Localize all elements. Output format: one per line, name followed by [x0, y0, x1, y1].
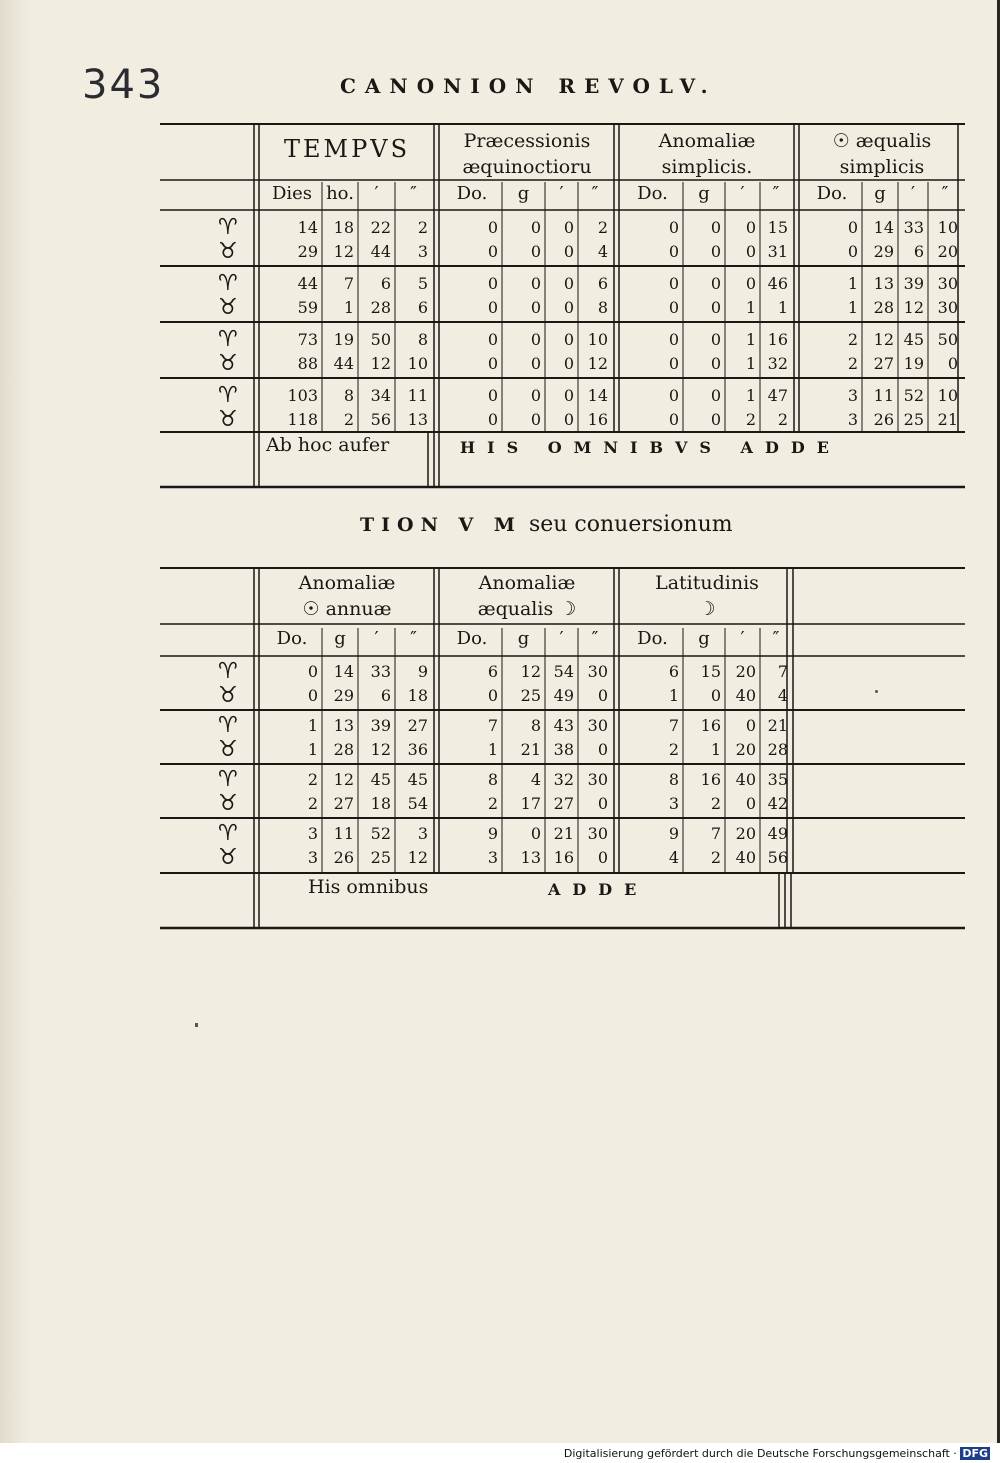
table-cell: 0	[530, 218, 541, 237]
table-cell: 42	[767, 794, 788, 813]
middle-caption-text: seu conuersionum	[528, 512, 733, 537]
table-cell: 0	[710, 242, 721, 261]
subcolumn-header: ″	[410, 183, 417, 204]
subcolumn-header: g	[334, 628, 346, 649]
table-cell: 1	[710, 740, 721, 759]
ink-speck	[875, 690, 878, 693]
table-cell: 1	[847, 274, 858, 293]
table-cell: 1	[668, 686, 679, 705]
table-cell: 32	[767, 354, 788, 373]
table-cell: 15	[700, 662, 721, 681]
table-cell: 0	[710, 218, 721, 237]
table-cell: 35	[767, 770, 788, 789]
table-cell: 49	[767, 824, 788, 843]
subcolumn-header: ho.	[326, 183, 354, 204]
table-cell: 118	[287, 410, 318, 429]
subcolumn-header: g	[698, 183, 710, 204]
digitization-credit	[564, 1447, 990, 1460]
table-cell: 0	[563, 274, 574, 293]
table-cell: 0	[668, 242, 679, 261]
table-cell: 6	[417, 298, 428, 317]
table-cell: 36	[407, 740, 428, 759]
subcolumn-header: ′	[740, 183, 745, 204]
table-cell: 0	[530, 298, 541, 317]
aries-symbol: ♈	[218, 383, 238, 408]
table-cell: 56	[370, 410, 391, 429]
table-cell: 8	[417, 330, 428, 349]
subcolumn-header: Do.	[276, 628, 308, 649]
table-cell: 0	[563, 218, 574, 237]
table-cell: 4	[530, 770, 541, 789]
table-cell: 2	[710, 848, 721, 867]
table-cell: 20	[735, 662, 756, 681]
table-cell: 21	[767, 716, 788, 735]
table-cell: 59	[297, 298, 318, 317]
table-cell: 11	[333, 824, 354, 843]
table-cell: 20	[735, 740, 756, 759]
table-cell: 0	[487, 386, 498, 405]
table-cell: 1	[745, 298, 756, 317]
table-cell: 40	[735, 770, 756, 789]
table-cell: 6	[380, 686, 391, 705]
table-cell: 0	[487, 354, 498, 373]
table-cell: 3	[307, 824, 318, 843]
dfg-logo: DFG	[962, 1447, 988, 1460]
table-cell: 0	[563, 330, 574, 349]
subcolumn-header: Do.	[637, 183, 668, 204]
table-cell: 29	[297, 242, 318, 261]
table-cell: 8	[343, 386, 354, 405]
table-cell: 0	[530, 410, 541, 429]
table-cell: 27	[873, 354, 894, 373]
column-header: Anomaliæ	[478, 572, 576, 594]
table-cell: 9	[487, 824, 498, 843]
table-cell: 11	[407, 386, 428, 405]
table-cell: 103	[287, 386, 318, 405]
table-cell: 30	[587, 770, 608, 789]
table-cell: 39	[903, 274, 924, 293]
table-cell: 3	[487, 848, 498, 867]
table-cell: 56	[767, 848, 788, 867]
table-cell: 33	[370, 662, 391, 681]
table-cell: 12	[873, 330, 894, 349]
aries-symbol: ♈	[218, 327, 238, 352]
table-cell: 0	[710, 686, 721, 705]
table-cell: 27	[553, 794, 574, 813]
table-cell: 3	[668, 794, 679, 813]
table-cell: 6	[913, 242, 924, 261]
table-cell: 17	[520, 794, 541, 813]
subcolumn-header: ′	[910, 183, 916, 204]
table-cell: 2	[307, 770, 318, 789]
table-cell: 3	[417, 824, 428, 843]
subcolumn-header: ′	[374, 628, 379, 649]
table-cell: 6	[487, 662, 498, 681]
subcolumn-header: g	[517, 183, 530, 204]
table-cell: 6	[597, 274, 608, 293]
table-cell: 49	[553, 686, 574, 705]
folio-number: 343	[82, 62, 165, 108]
table-cell: 50	[937, 330, 958, 349]
table-cell: 0	[745, 716, 756, 735]
table-cell: 33	[903, 218, 924, 237]
table-cell: 30	[587, 716, 608, 735]
table-cell: 25	[370, 848, 391, 867]
subcolumn-header: ″	[591, 628, 599, 649]
table-cell: 5	[417, 274, 428, 293]
table-cell: 0	[530, 330, 541, 349]
table-cell: 0	[710, 410, 721, 429]
table-cell: 16	[587, 410, 608, 429]
table-cell: 52	[903, 386, 924, 405]
table-cell: 6	[668, 662, 679, 681]
table-cell: 45	[407, 770, 428, 789]
table-cell: 10	[937, 386, 958, 405]
table-cell: 16	[700, 770, 721, 789]
table-cell: 12	[407, 848, 428, 867]
column-header: ☽	[698, 598, 716, 620]
subcolumn-header: Do.	[816, 183, 848, 204]
table-cell: 0	[487, 274, 498, 293]
table-cell: 1	[745, 330, 756, 349]
taurus-symbol: ♉	[218, 683, 238, 708]
table-cell: 1	[307, 740, 318, 759]
column-header: Præcessionis	[463, 130, 591, 152]
table-cell: 0	[487, 218, 498, 237]
table-cell: 2	[343, 410, 354, 429]
table-cell: 0	[307, 686, 318, 705]
table-cell: 9	[668, 824, 679, 843]
column-header: Anomaliæ	[658, 130, 756, 152]
table-cell: 0	[597, 794, 608, 813]
table-cell: 7	[343, 274, 354, 293]
table-cell: 0	[710, 274, 721, 293]
table-cell: 3	[417, 242, 428, 261]
table-cell: 2	[710, 794, 721, 813]
table-cell: 12	[333, 770, 354, 789]
table-cell: 45	[370, 770, 391, 789]
table-cell: 9	[417, 662, 428, 681]
table-cell: 16	[767, 330, 788, 349]
table-cell: 54	[553, 662, 574, 681]
table-cell: 2	[597, 218, 608, 237]
column-header: Anomaliæ	[298, 572, 396, 594]
table-cell: 0	[745, 218, 756, 237]
table-cell: 1	[777, 298, 788, 317]
table-cell: 0	[847, 242, 858, 261]
table-cell: 8	[668, 770, 679, 789]
table-cell: 0	[668, 354, 679, 373]
column-header: simplicis	[839, 156, 925, 178]
table-cell: 29	[333, 686, 354, 705]
table-cell: 11	[873, 386, 894, 405]
table-cell: 28	[370, 298, 391, 317]
table-cell: 25	[903, 410, 924, 429]
table-cell: 13	[520, 848, 541, 867]
table-cell: 3	[307, 848, 318, 867]
column-header: æqualis ☽	[477, 598, 577, 620]
aries-symbol: ♈	[218, 767, 238, 792]
table-cell: 44	[370, 242, 391, 261]
credit-text: Digitalisierung gefördert durch die Deutsche Forschungsgemeinschaft ·	[563, 1447, 957, 1460]
table-cell: 18	[333, 218, 354, 237]
aries-symbol: ♈	[218, 659, 238, 684]
table-cell: 0	[597, 740, 608, 759]
subcolumn-header: ′	[559, 628, 564, 649]
table-cell: 88	[297, 354, 318, 373]
taurus-symbol: ♉	[218, 407, 238, 432]
table-cell: 28	[767, 740, 788, 759]
table-cell: 29	[873, 242, 894, 261]
table-cell: 30	[937, 298, 958, 317]
footer-left-text: Ab hoc aufer	[266, 434, 390, 456]
subcolumn-header: Do.	[456, 628, 488, 649]
table-cell: 0	[530, 354, 541, 373]
aries-symbol: ♈	[218, 215, 238, 240]
taurus-symbol: ♉	[218, 791, 238, 816]
table-cell: 73	[297, 330, 318, 349]
table-cell: 8	[487, 770, 498, 789]
table-cell: 25	[520, 686, 541, 705]
table-cell: 47	[767, 386, 788, 405]
subcolumn-header: g	[517, 628, 530, 649]
table-cell: 0	[668, 274, 679, 293]
table-cell: 0	[307, 662, 318, 681]
aries-symbol: ♈	[218, 821, 238, 846]
subcolumn-header: ″	[772, 183, 780, 204]
table-cell: 0	[530, 274, 541, 293]
table-cell: 12	[520, 662, 541, 681]
table-cell: 0	[847, 218, 858, 237]
table-cell: 14	[873, 218, 894, 237]
table-cell: 0	[745, 242, 756, 261]
table-cell: 1	[847, 298, 858, 317]
aries-symbol: ♈	[218, 271, 238, 296]
subcolumn-header: ″	[772, 628, 780, 649]
table-cell: 15	[767, 218, 788, 237]
subcolumn-header: ′	[559, 183, 564, 204]
table-cell: 0	[668, 298, 679, 317]
subcolumn-header: Do.	[456, 183, 488, 204]
table-cell: 3	[847, 410, 858, 429]
table-cell: 46	[767, 274, 788, 293]
table-cell: 4	[777, 686, 788, 705]
table-cell: 20	[735, 824, 756, 843]
taurus-symbol: ♉	[218, 845, 238, 870]
table-cell: 21	[937, 410, 958, 429]
table-cell: 54	[407, 794, 428, 813]
table-cell: 31	[767, 242, 788, 261]
table-cell: 0	[563, 410, 574, 429]
column-header: æquinoctioru	[462, 156, 592, 178]
table-cell: 7	[668, 716, 679, 735]
table-cell: 0	[487, 298, 498, 317]
table-cell: 8	[530, 716, 541, 735]
table-cell: 19	[333, 330, 354, 349]
table-cell: 13	[407, 410, 428, 429]
table-cell: 7	[710, 824, 721, 843]
table-cell: 40	[735, 686, 756, 705]
table-cell: 2	[847, 354, 858, 373]
table-cell: 0	[487, 330, 498, 349]
table-cell: 8	[597, 298, 608, 317]
table-cell: 0	[668, 410, 679, 429]
table-cell: 12	[903, 298, 924, 317]
footer-right-text: ADDE	[548, 880, 649, 899]
table-cell: 3	[847, 386, 858, 405]
table-cell: 0	[710, 354, 721, 373]
table-cell: 4	[597, 242, 608, 261]
table-cell: 40	[735, 848, 756, 867]
subcolumn-header: ″	[591, 183, 599, 204]
running-head: CANONION REVOLV.	[340, 74, 717, 98]
subcolumn-header: ″	[941, 183, 949, 204]
table-cell: 52	[370, 824, 391, 843]
table-cell: 21	[553, 824, 574, 843]
table-cell: 16	[553, 848, 574, 867]
taurus-symbol: ♉	[218, 295, 238, 320]
subcolumn-header: g	[874, 183, 886, 204]
table-cell: 20	[937, 242, 958, 261]
table-cell: 14	[297, 218, 318, 237]
table-cell: 6	[380, 274, 391, 293]
column-header: ☉ æqualis	[832, 130, 932, 152]
table-cell: 0	[530, 242, 541, 261]
table-cell: 2	[668, 740, 679, 759]
table-cell: 26	[333, 848, 354, 867]
table-cell: 18	[407, 686, 428, 705]
table-cell: 0	[745, 274, 756, 293]
table-cell: 0	[668, 330, 679, 349]
table-cell: 13	[873, 274, 894, 293]
table-cell: 12	[370, 740, 391, 759]
table-cell: 12	[587, 354, 608, 373]
table-cell: 22	[370, 218, 391, 237]
table-cell: 2	[777, 410, 788, 429]
table-cell: 44	[297, 274, 318, 293]
ink-speck	[195, 1023, 198, 1027]
subcolumn-header: g	[698, 628, 710, 649]
table-cell: 0	[530, 386, 541, 405]
table-cell: 1	[343, 298, 354, 317]
table-cell: 34	[370, 386, 391, 405]
table-cell: 1	[487, 740, 498, 759]
taurus-symbol: ♉	[218, 351, 238, 376]
table-cell: 0	[710, 298, 721, 317]
footer-right-text: HIS OMNIBVS ADDE	[460, 438, 841, 457]
table-cell: 21	[520, 740, 541, 759]
table-cell: 30	[937, 274, 958, 293]
table-cell: 0	[710, 330, 721, 349]
table-cell: 10	[587, 330, 608, 349]
subcolumn-header: ′	[374, 183, 379, 204]
table-cell: 0	[487, 410, 498, 429]
column-header: TEMPVS	[283, 135, 411, 163]
table-cell: 45	[903, 330, 924, 349]
table-cell: 38	[553, 740, 574, 759]
table-cell: 43	[553, 716, 574, 735]
table-cell: 19	[903, 354, 924, 373]
table-cell: 39	[370, 716, 391, 735]
subcolumn-header: ′	[740, 628, 745, 649]
table-cell: 28	[333, 740, 354, 759]
table-cell: 0	[668, 386, 679, 405]
table-cell: 0	[597, 686, 608, 705]
table-cell: 26	[873, 410, 894, 429]
column-header: Latitudinis	[655, 572, 759, 594]
table-cell: 12	[370, 354, 391, 373]
table-cell: 2	[847, 330, 858, 349]
table-cell: 1	[745, 386, 756, 405]
table-cell: 0	[597, 848, 608, 867]
table-cell: 2	[745, 410, 756, 429]
table-cell: 16	[700, 716, 721, 735]
table-cell: 4	[668, 848, 679, 867]
footer-left-text: His omnibus	[308, 876, 429, 898]
table-cell: 0	[487, 686, 498, 705]
subcolumn-header: Do.	[637, 628, 668, 649]
table-cell: 0	[563, 386, 574, 405]
subcolumn-header: ″	[410, 628, 417, 649]
table-cell: 14	[333, 662, 354, 681]
table-cell: 0	[487, 242, 498, 261]
table-cell: 18	[370, 794, 391, 813]
table-cell: 0	[710, 386, 721, 405]
table-cell: 2	[417, 218, 428, 237]
table-cell: 27	[333, 794, 354, 813]
taurus-symbol: ♉	[218, 239, 238, 264]
table-cell: 0	[563, 242, 574, 261]
table-cell: 30	[587, 662, 608, 681]
table-cell: 14	[587, 386, 608, 405]
table-cell: 12	[333, 242, 354, 261]
column-header: ☉ annuæ	[302, 598, 392, 620]
table-cell: 10	[937, 218, 958, 237]
table-cell: 28	[873, 298, 894, 317]
table-cell: 50	[370, 330, 391, 349]
table-cell: 30	[587, 824, 608, 843]
table-cell: 0	[563, 354, 574, 373]
table-cell: 0	[745, 794, 756, 813]
table-cell: 2	[487, 794, 498, 813]
middle-caption-caps: TION V M	[360, 514, 522, 536]
table-cell: 1	[307, 716, 318, 735]
taurus-symbol: ♉	[218, 737, 238, 762]
table-cell: 0	[563, 298, 574, 317]
table-cell: 32	[553, 770, 574, 789]
table-cell: 10	[407, 354, 428, 373]
aries-symbol: ♈	[218, 713, 238, 738]
column-header: simplicis.	[661, 156, 753, 178]
table-cell: 27	[407, 716, 428, 735]
table-cell: 13	[333, 716, 354, 735]
table-cell: 7	[487, 716, 498, 735]
table-cell: 0	[947, 354, 958, 373]
subcolumn-header: Dies	[271, 183, 313, 204]
table-cell: 1	[745, 354, 756, 373]
table-cell: 2	[307, 794, 318, 813]
table-cell: 0	[668, 218, 679, 237]
table-cell: 44	[333, 354, 354, 373]
table-cell: 0	[530, 824, 541, 843]
table-cell: 7	[777, 662, 788, 681]
